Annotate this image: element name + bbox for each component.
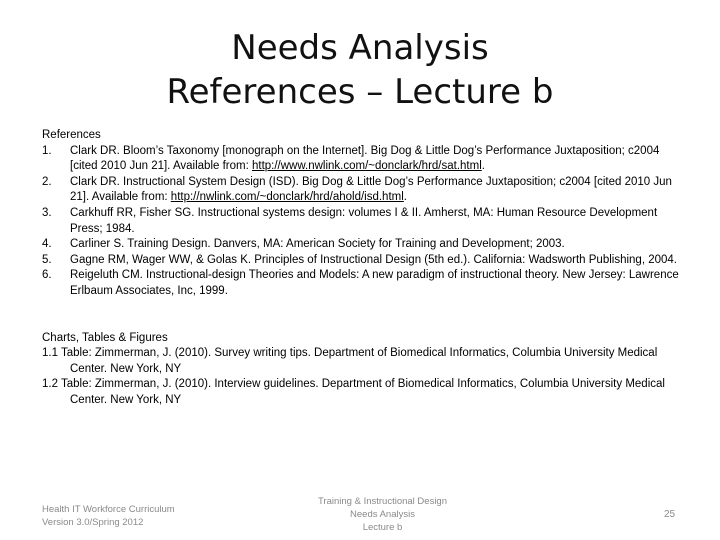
reference-link[interactable]: http://nwlink.com/~donclark/hrd/ahold/isd.html (170, 191, 404, 204)
reference-number: 4. (42, 238, 52, 251)
footer-lecture-line: Lecture b (362, 522, 403, 533)
reference-text: Carkhuff RR, Fisher SG. Instructional systems design: volumes I & II. Amherst, MA: Human Resource Development Press; 1984. (70, 206, 658, 235)
reference-number: 3. (42, 206, 52, 219)
slide-title (0, 26, 720, 114)
reference-text: Clark DR. Instructional System Design (ISD). Big Dog & Little Dog’s Performance Juxtaposition; c2004 [cited 2010 Jun 21]. Available from: http://nwlink.com/~donclark/hrd/ahold/isd.html. (70, 175, 672, 204)
chart-citation: 1.1 Table: Zimmerman, J. (2010). Survey writing tips. Department of Biomedical Informatics, Columbia University Medical Center. New York, NY (42, 347, 658, 375)
reference-item (42, 237, 682, 253)
reference-item (42, 175, 682, 206)
title-line-1: Needs Analysis (231, 28, 489, 68)
reference-text: Clark DR. Bloom’s Taxonomy [monograph on the Internet]. Big Dog & Little Dog’s Performance Juxtaposition; c2004 [cited 2010 Jun 21]. Available from: http://www.nwlink.com/~donclark/hrd/sat.html. (70, 144, 660, 173)
reference-text: Reigeluth CM. Instructional-design Theories and Models: A new paradigm of instructional theory. New Jersey: Lawrence Erlbaum Associates, Inc, 1999. (70, 269, 679, 297)
footer-version-line: Version 3.0/Spring 2012 (42, 517, 144, 528)
charts-section (42, 331, 682, 409)
chart-citation: 1.2 Table: Zimmerman, J. (2010). Interview guidelines. Department of Biomedical Informatics, Columbia University Medical Center. New York, NY (42, 378, 665, 406)
reference-link[interactable]: http://www.nwlink.com/~donclark/hrd/sat.html (251, 160, 482, 173)
references-heading: References (42, 129, 101, 141)
footer-course-line: Training & Instructional Design (317, 496, 447, 507)
slide-body (42, 128, 682, 409)
reference-item (42, 268, 682, 299)
footer-curriculum-line: Health IT Workforce Curriculum (42, 504, 175, 515)
references-list (42, 144, 682, 300)
reference-number: 1. (42, 144, 52, 157)
reference-item (42, 206, 682, 237)
reference-text: Carliner S. Training Design. Danvers, MA: American Society for Training and Development; 2003. (70, 238, 565, 251)
footer-course (300, 495, 465, 534)
reference-number: 6. (42, 269, 52, 282)
reference-item (42, 144, 682, 175)
page-number: 25 (664, 509, 676, 520)
footer-unit-line: Needs Analysis (350, 509, 415, 520)
reference-number: 5. (42, 253, 52, 266)
section-spacer (42, 300, 682, 331)
charts-heading: Charts, Tables & Figures (42, 331, 168, 344)
reference-number: 2. (42, 175, 52, 188)
reference-text: Gagne RM, Wager WW, & Golas K. Principles of Instructional Design (5th ed.). California: Wadsworth Publishing, 2004. (70, 253, 677, 266)
reference-item (42, 253, 682, 269)
footer-curriculum (42, 503, 175, 529)
title-line-2: References – Lecture b (166, 72, 554, 112)
